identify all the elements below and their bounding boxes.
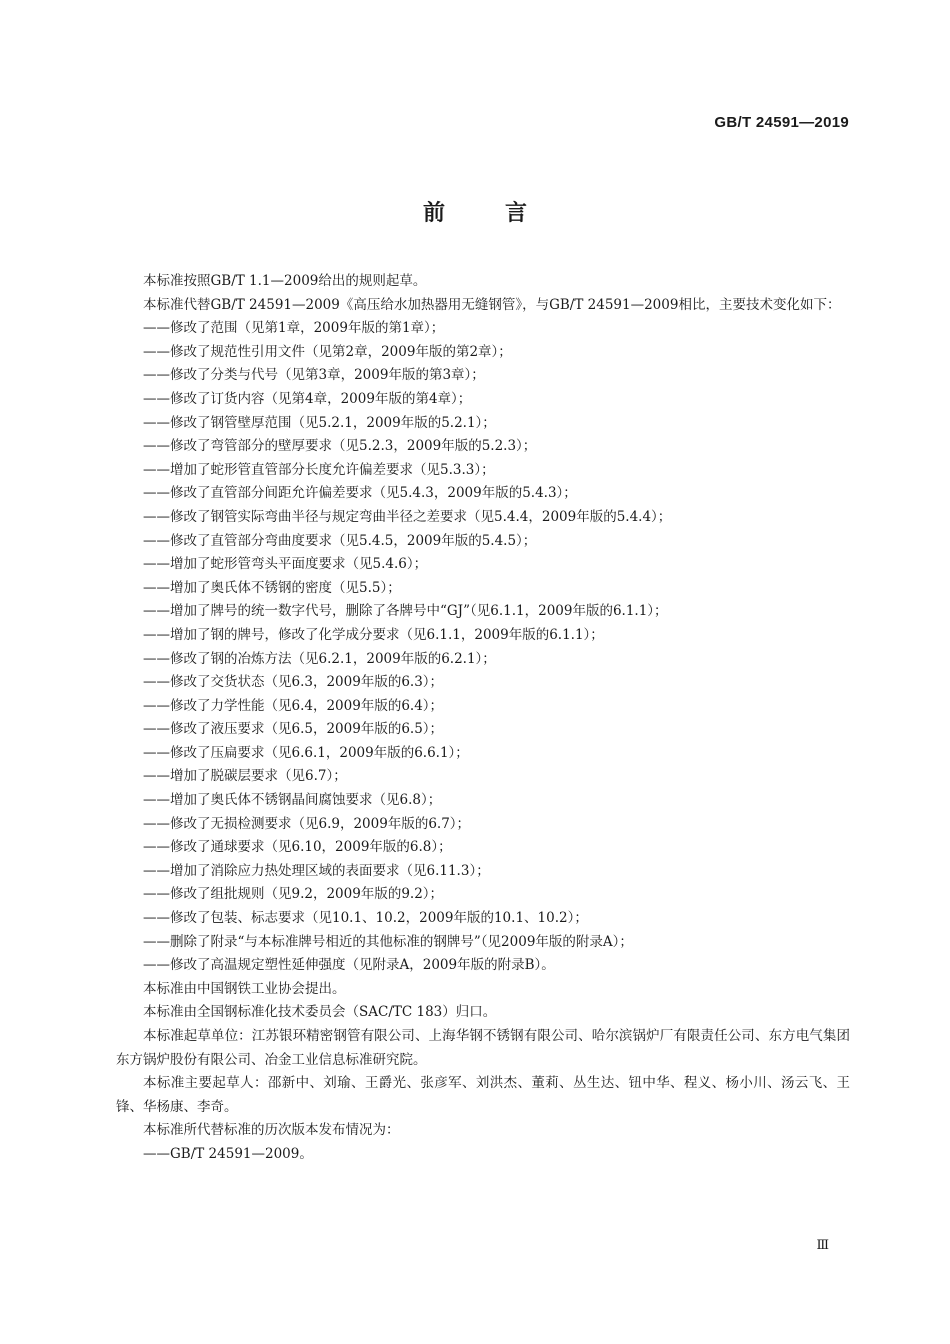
list-item: ——修改了范围（见第1章，2009年版的第1章）； bbox=[143, 320, 445, 337]
paragraph: 本标准代替GB/T 24591—2009《高压给水加热器用无缝钢管》，与GB/T 24591—2009相比，主要技术变化如下： bbox=[143, 296, 841, 313]
list-item: ——修改了分类与代号（见第3章，2009年版的第3章）； bbox=[143, 367, 485, 384]
list-item: ——修改了弯管部分的壁厚要求（见5.2.3，2009年版的5.2.3）； bbox=[143, 438, 537, 455]
list-item: ——GB/T 24591—2009。 bbox=[143, 1145, 313, 1162]
body-text bbox=[116, 270, 850, 1167]
list-item: ——增加了脱碳层要求（见6.7）； bbox=[143, 768, 347, 785]
paragraph: 本标准主要起草人：邵新中、刘瑜、王爵光、张彦军、刘洪杰、董莉、丛生达、钮中华、程义、杨小川、汤云飞、王锋、华杨康、李奇。 bbox=[116, 1075, 850, 1115]
list-item: ——增加了蛇形管弯头平面度要求（见5.4.6）； bbox=[143, 556, 428, 573]
paragraph: 本标准由中国钢铁工业协会提出。 bbox=[143, 980, 346, 997]
list-item: ——增加了奥氏体不锈钢晶间腐蚀要求（见6.8）； bbox=[143, 792, 442, 809]
list-item: ——修改了高温规定塑性延伸强度（见附录A，2009年版的附录B）。 bbox=[143, 957, 555, 974]
list-item: ——修改了钢的冶炼方法（见6.2.1，2009年版的6.2.1）； bbox=[143, 650, 496, 667]
page-number: Ⅲ bbox=[816, 1238, 829, 1253]
list-item: ——增加了消除应力热处理区域的表面要求（见6.11.3）； bbox=[143, 862, 490, 879]
list-item: ——增加了蛇形管直管部分长度允许偏差要求（见5.3.3）； bbox=[143, 461, 495, 478]
list-item: ——修改了组批规则（见9.2，2009年版的9.2）； bbox=[143, 886, 444, 903]
list-item: ——修改了液压要求（见6.5，2009年版的6.5）； bbox=[143, 721, 444, 738]
paragraph: 本标准按照GB/T 1.1—2009给出的规则起草。 bbox=[143, 273, 427, 289]
list-item: ——修改了包装、标志要求（见10.1、10.2，2009年版的10.1、10.2）； bbox=[143, 910, 588, 927]
list-item: ——修改了压扁要求（见6.6.1，2009年版的6.6.1）； bbox=[143, 744, 469, 761]
list-item: ——增加了牌号的统一数字代号，删除了各牌号中“GJ”（见6.1.1，2009年版的6.1.1）； bbox=[143, 603, 668, 620]
list-item: ——修改了交货状态（见6.3，2009年版的6.3）； bbox=[143, 674, 444, 691]
list-item: ——修改了力学性能（见6.4，2009年版的6.4）； bbox=[143, 697, 444, 714]
paragraph: 本标准起草单位：江苏银环精密钢管有限公司、上海华钢不锈钢有限公司、哈尔滨锅炉厂有限责任公司、东方电气集团东方锅炉股份有限公司、冶金工业信息标准研究院。 bbox=[116, 1028, 850, 1068]
list-item: ——修改了规范性引用文件（见第2章，2009年版的第2章）； bbox=[143, 343, 512, 360]
list-item: ——修改了直管部分弯曲度要求（见5.4.5，2009年版的5.4.5）； bbox=[143, 532, 537, 549]
list-item: ——修改了钢管实际弯曲半径与规定弯曲半径之差要求（见5.4.4，2009年版的5.4.4）； bbox=[143, 508, 672, 525]
list-item: ——修改了通球要求（见6.10，2009年版的6.8）； bbox=[143, 839, 452, 856]
list-item: ——修改了钢管壁厚范围（见5.2.1，2009年版的5.2.1）； bbox=[143, 414, 496, 431]
paragraph: 本标准由全国钢标准化技术委员会（SAC/TC 183）归口。 bbox=[143, 1004, 497, 1021]
list-item: ——删除了附录“与本标准牌号相近的其他标准的钢牌号”（见2009年版的附录A）； bbox=[143, 933, 633, 950]
list-item: ——修改了无损检测要求（见6.9，2009年版的6.7）； bbox=[143, 815, 471, 832]
page-title: 前言 bbox=[422, 201, 587, 226]
list-item: ——增加了钢的牌号，修改了化学成分要求（见6.1.1，2009年版的6.1.1）； bbox=[143, 626, 604, 643]
list-item: ——增加了奥氏体不锈钢的密度（见5.5）； bbox=[143, 579, 401, 596]
paragraph: 本标准所代替标准的历次版本发布情况为： bbox=[143, 1122, 400, 1139]
list-item: ——修改了直管部分间距允许偏差要求（见5.4.3，2009年版的5.4.3）； bbox=[143, 485, 577, 502]
list-item: ——修改了订货内容（见第4章，2009年版的第4章）； bbox=[143, 390, 472, 407]
standard-number: GB/T 24591—2019 bbox=[714, 114, 849, 131]
